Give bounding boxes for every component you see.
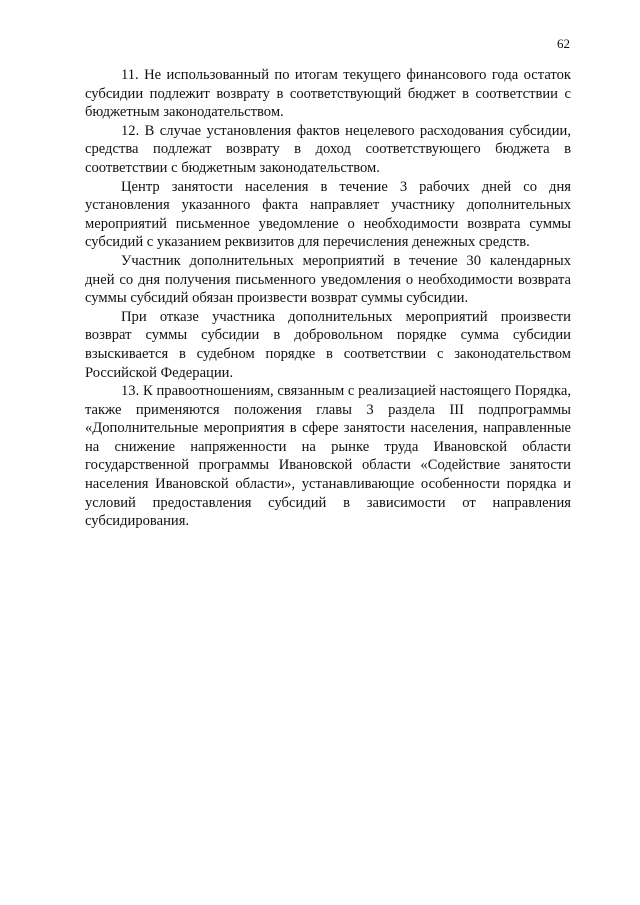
paragraph-13-legal-relations: 13. К правоотношениям, связанным с реализацией настоящего Порядка, также применяются положения главы 3 раздела III подпрограммы «Дополнительные мероприятия в сфере занятости населения, направленные на снижение напряженности на рынке труда Ивановской области государственной программы Ивановской области «Содействие занятости населения Ивановской области», устанавливающие особенности порядка и условий предоставления субсидий в зависимости от направления субсидирования. [85,383,571,530]
paragraph-return-deadline: Участник дополнительных мероприятий в течение 30 календарных дней со дня получения письменного уведомления о необходимости возврата суммы субсидий обязан произвести возврат суммы субсидии. [85,252,571,307]
paragraph-12-misuse: 12. В случае установления фактов нецелевого расходования субсидии, средства подлежат возврату в доход соответствующего бюджета в соответствии с бюджетным законодательством. [85,122,571,176]
paragraph-11-unused-subsidy: 11. Не использованный по итогам текущего финансового года остаток субсидии подлежит возврату в соответствующий бюджет в соответствии с бюджетным законодательством. [85,67,571,121]
page-number: 62 [557,36,570,51]
paragraph-court-recovery: При отказе участника дополнительных мероприятий произвести возврат суммы субсидии в добровольном порядке сумма субсидии взыскивается в судебном порядке в соответствии с законодательством Российской Федерации. [85,308,571,381]
paragraph-notification: Центр занятости населения в течение 3 рабочих дней со дня установления указанного факта направляет участнику дополнительных мероприятий письменное уведомление о необходимости возврата суммы субсидий с указанием реквизитов для перечисления денежных средств. [85,178,571,251]
document-body [85,66,571,531]
